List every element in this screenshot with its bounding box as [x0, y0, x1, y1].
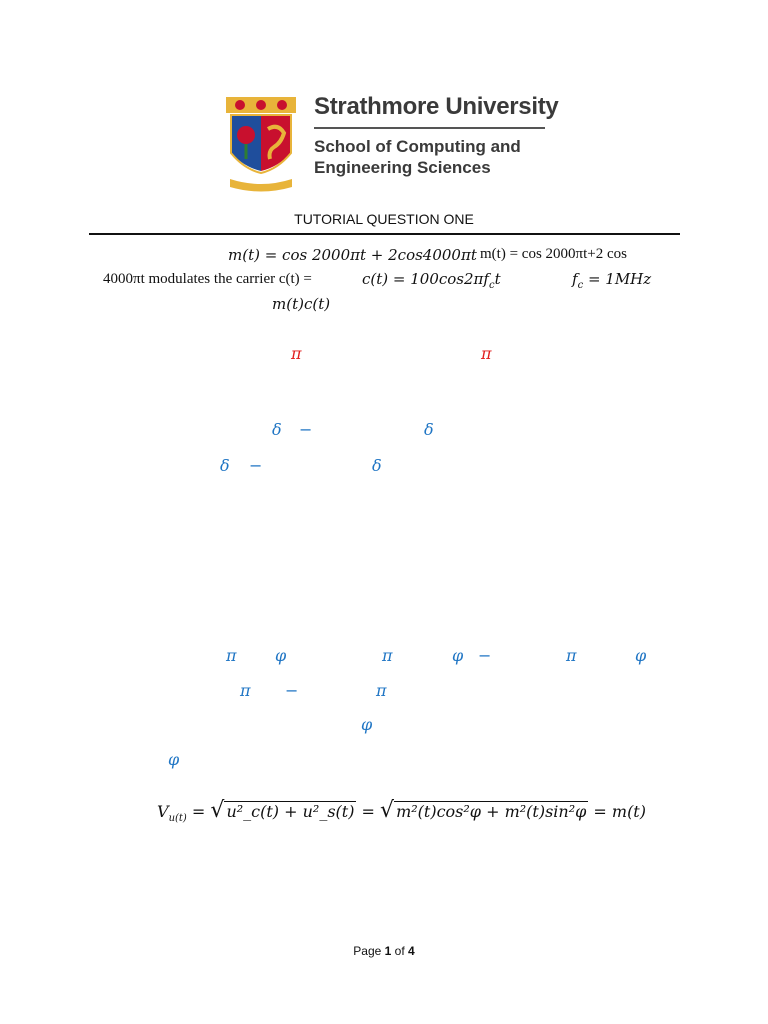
equation-m-t: m(t) = cos 2000πt + 2cos4000πt — [228, 246, 477, 264]
envelope-equation — [157, 798, 646, 824]
carrier-main: c(t) = 100cos2πf — [362, 270, 489, 288]
page-label: Page — [353, 944, 382, 958]
page-heading: TUTORIAL QUESTION ONE — [294, 211, 474, 227]
phi-symbol: φ — [361, 715, 373, 734]
pi-symbol: π — [566, 646, 577, 665]
minus-symbol: − — [478, 646, 492, 665]
motto-ribbon — [230, 179, 292, 192]
equals-sign: = — [356, 802, 381, 821]
delta-symbol: δ — [272, 420, 282, 439]
carrier-tail: t — [494, 270, 501, 288]
phi-symbol: φ — [452, 646, 464, 665]
sqrt-icon: √ — [210, 798, 225, 823]
equation-fc — [572, 270, 651, 291]
V-symbol: V — [157, 802, 169, 821]
pi-symbol: π — [376, 681, 387, 700]
rose-icon — [237, 126, 255, 144]
page-footer — [0, 944, 768, 958]
fc-sub: c — [577, 280, 584, 291]
heart-icon — [277, 100, 287, 110]
sqrt-icon: √ — [380, 798, 395, 823]
line2-text: 4000πt modulates the carrier c(t) = — [103, 271, 312, 287]
red-pi-symbol: π — [291, 344, 302, 363]
phi-symbol: φ — [168, 750, 180, 769]
phi-symbol: φ — [275, 646, 287, 665]
radicand-2: m²(t)cos²φ + m²(t)sin²φ — [396, 802, 587, 821]
university-crest-logo — [226, 97, 296, 193]
minus-symbol: − — [299, 420, 313, 439]
equals-sign: = — [186, 802, 211, 821]
pi-symbol: π — [226, 646, 237, 665]
shield-right — [261, 115, 291, 171]
heart-icon — [256, 100, 266, 110]
minus-symbol: − — [285, 681, 299, 700]
equation-product: m(t)c(t) — [272, 295, 331, 313]
delta-symbol: δ — [372, 456, 382, 475]
heart-icon — [235, 100, 245, 110]
school-name-line2: Engineering Sciences — [314, 158, 491, 177]
red-pi-symbol: π — [481, 344, 492, 363]
equation-carrier — [362, 270, 501, 291]
of-label: of — [394, 944, 405, 958]
school-name-line1: School of Computing and — [314, 137, 521, 156]
phi-symbol: φ — [635, 646, 647, 665]
brand-divider — [314, 127, 545, 129]
carrier-sub: c — [488, 280, 495, 291]
delta-symbol: δ — [424, 420, 434, 439]
pi-symbol: π — [240, 681, 251, 700]
result: = m(t) — [588, 802, 646, 821]
pi-symbol: π — [382, 646, 393, 665]
page-number: 1 — [384, 944, 392, 958]
page-total: 4 — [408, 944, 415, 958]
delta-symbol: δ — [220, 456, 230, 475]
V-sub: u(t) — [168, 813, 187, 825]
radicand-1: u²_c(t) + u²_s(t) — [226, 802, 355, 821]
fc-value: = 1MHz — [583, 270, 652, 288]
minus-symbol: − — [249, 456, 263, 475]
heading-rule — [89, 233, 680, 235]
university-name: Strathmore University — [314, 93, 559, 120]
fc-symbol: f — [572, 270, 578, 288]
line1-text: m(t) = cos 2000πt+2 cos — [480, 246, 627, 262]
